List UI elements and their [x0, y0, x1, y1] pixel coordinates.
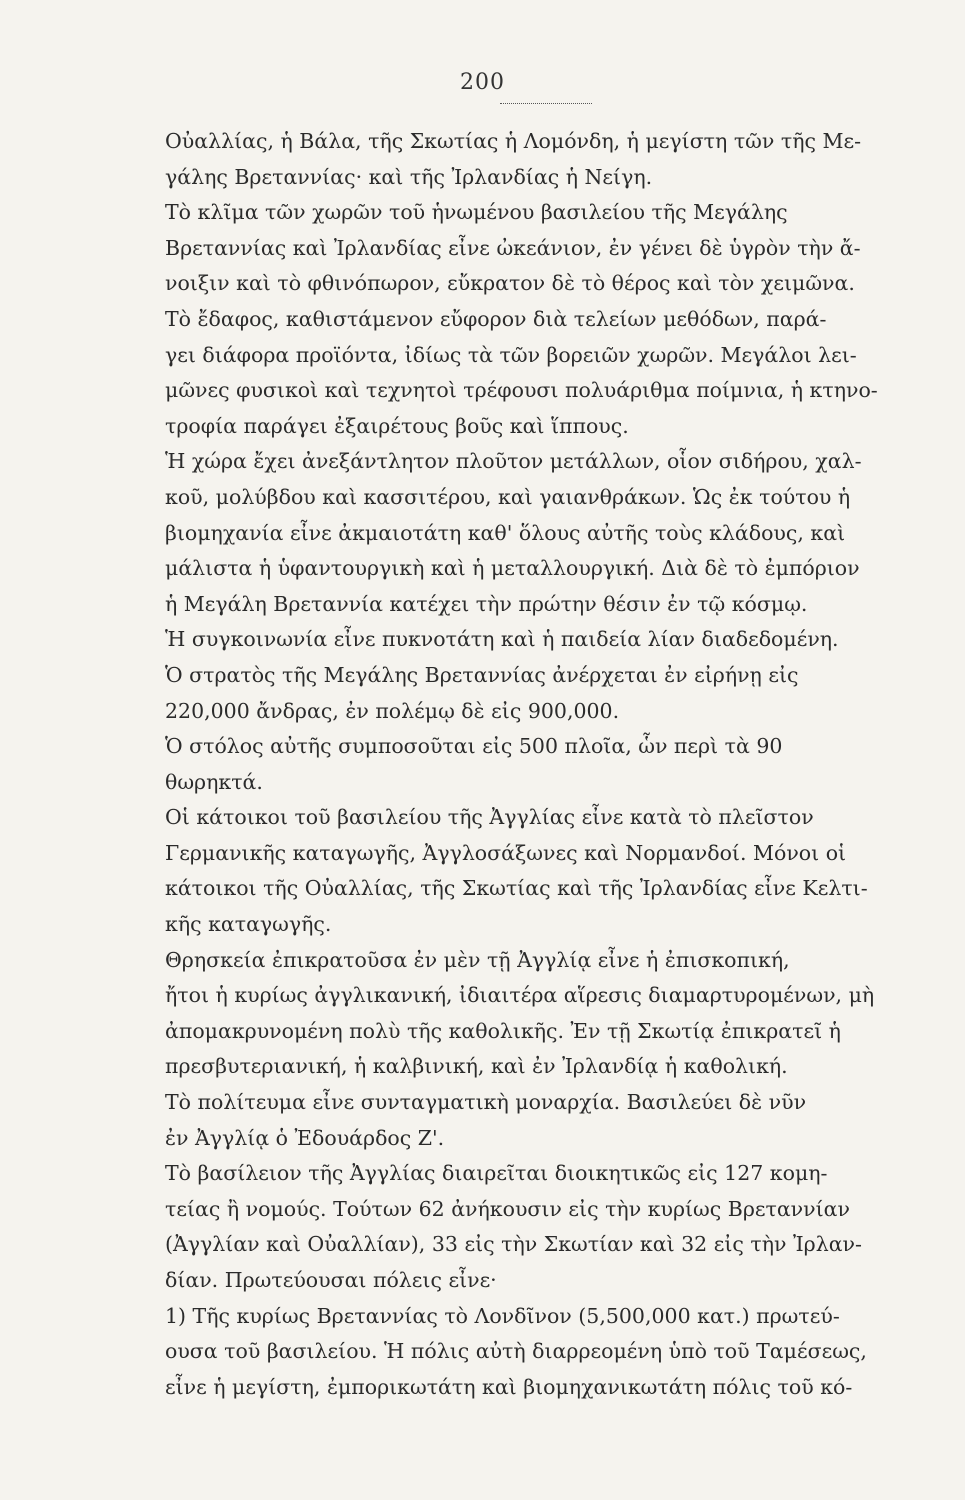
text-line: Ὁ στρατὸς τῆς Μεγάλης Βρεταννίας ἀνέρχεται ἐν εἰρήνῃ εἰς [165, 662, 799, 687]
text-line: μῶνες φυσικοὶ καὶ τεχνητοὶ τρέφουσι πολυάριθμα ποίμνια, ἡ κτηνο- [165, 378, 878, 403]
text-line: κάτοικοι τῆς Οὐαλλίας, τῆς Σκωτίας καὶ τῆς Ἰρλανδίας εἶνε Κελτι- [165, 876, 868, 901]
text-line: μάλιστα ἡ ὑφαντουργικὴ καὶ ἡ μεταλλουργική. Διὰ δὲ τὸ ἐμπόριον [165, 556, 860, 581]
text-line: Γερμανικῆς καταγωγῆς, Ἀγγλοσάξωνες καὶ Νορμανδοί. Μόνοι οἱ [165, 840, 847, 865]
text-line: (Ἀγγλίαν καὶ Οὐαλλίαν), 33 εἰς τὴν Σκωτίαν καὶ 32 εἰς τὴν Ἰρλαν- [165, 1232, 862, 1257]
text-line: Τὸ ἔδαφος, καθιστάμενον εὔφορον διὰ τελείων μεθόδων, παρά- [165, 306, 827, 331]
text-line: 220,000 ἄνδρας, ἐν πολέμῳ δὲ εἰς 900,000. [165, 698, 620, 723]
text-line: τροφία παράγει ἐξαιρέτους βοῦς καὶ ἵππους. [165, 413, 629, 438]
text-line: πρεσβυτεριανική, ἡ καλβινική, καὶ ἐν Ἰρλανδίᾳ ἡ καθολική. [165, 1054, 788, 1079]
text-line: ἀπομακρυνομένη πολὺ τῆς καθολικῆς. Ἐν τῇ Σκωτίᾳ ἐπικρατεῖ ἡ [165, 1018, 841, 1043]
text-line: ἡ Μεγάλη Βρεταννία κατέχει τὴν πρώτην θέσιν ἐν τῷ κόσμῳ. [165, 591, 808, 616]
text-line: ἐν Ἀγγλίᾳ ὁ Ἐδουάρδος Ζ'. [165, 1125, 445, 1150]
text-line: γει διάφορα προϊόντα, ἰδίως τὰ τῶν βορειῶν χωρῶν. Μεγάλοι λει- [165, 342, 857, 367]
text-line: νοιξιν καὶ τὸ φθινόπωρον, εὔκρατον δὲ τὸ θέρος καὶ τὸν χειμῶνα. [165, 271, 855, 296]
text-line: Τὸ κλῖμα τῶν χωρῶν τοῦ ἡνωμένου βασιλείου τῆς Μεγάλης [165, 200, 788, 225]
page-number: 200 [460, 70, 505, 95]
text-line: δίαν. Πρωτεύουσαι πόλεις εἶνε· [165, 1268, 497, 1292]
text-line: Τὸ βασίλειον τῆς Ἀγγλίας διαιρεῖται διοικητικῶς εἰς 127 κομη- [165, 1161, 828, 1186]
text-line: Βρεταννίας καὶ Ἰρλανδίας εἶνε ὠκεάνιον, ἐν γένει δὲ ὑγρὸν τὴν ἄ- [165, 235, 861, 260]
text-line: Οἱ κάτοικοι τοῦ βασιλείου τῆς Ἀγγλίας εἶνε κατὰ τὸ πλεῖστον [165, 805, 814, 830]
text-line: 1) Τῆς κυρίως Βρεταννίας τὸ Λονδῖνον (5,500,000 κατ.) πρωτεύ- [165, 1303, 840, 1328]
text-line: Θρησκεία ἐπικρατοῦσα ἐν μὲν τῇ Ἀγγλίᾳ εἶνε ἡ ἐπισκοπική, [165, 947, 790, 972]
text-line: κῆς καταγωγῆς. [165, 912, 332, 937]
text-line: ἤτοι ἡ κυρίως ἀγγλικανική, ἰδιαιτέρα αἵρεσις διαμαρτυρομένων, μὴ [165, 983, 875, 1008]
text-line: τείας ἢ νομούς. Τούτων 62 ἀνήκουσιν εἰς τὴν κυρίως Βρεταννίαν [165, 1196, 850, 1221]
text-line: Τὸ πολίτευμα εἶνε συνταγματικὴ μοναρχία. Βασιλεύει δὲ νῦν [165, 1090, 807, 1115]
text-line: ουσα τοῦ βασιλείου. Ἡ πόλις αὐτὴ διαρρεομένη ὑπὸ τοῦ Ταμέσεως, [165, 1339, 867, 1364]
body-text [165, 124, 933, 1405]
text-line: Ἡ χώρα ἔχει ἀνεξάντλητον πλοῦτον μετάλλων, οἷον σιδήρου, χαλ- [165, 449, 862, 474]
text-line: Ὁ στόλος αὐτῆς συμποσοῦται εἰς 500 πλοῖα, ὧν περὶ τὰ 90 [165, 734, 783, 759]
text-line: βιομηχανία εἶνε ἀκμαιοτάτη καθ' ὅλους αὐτῆς τοὺς κλάδους, καὶ [165, 520, 846, 545]
page-number-rule [500, 103, 592, 104]
text-line: Ἡ συγκοινωνία εἶνε πυκνοτάτη καὶ ἡ παιδεία λίαν διαδεδομένη. [165, 627, 839, 652]
text-line: θωρηκτά. [165, 769, 263, 794]
text-line: γάλης Βρεταννίας· καὶ τῆς Ἰρλανδίας ἡ Νείγη. [165, 164, 653, 189]
text-line: κοῦ, μολύβδου καὶ κασσιτέρου, καὶ γαιανθράκων. Ὡς ἐκ τούτου ἡ [165, 484, 851, 509]
text-line: εἶνε ἡ μεγίστη, ἐμπορικωτάτη καὶ βιομηχανικωτάτη πόλις τοῦ κό- [165, 1374, 853, 1399]
text-line: Οὐαλλίας, ἡ Βάλα, τῆς Σκωτίας ἡ Λομόνδη, ἡ μεγίστη τῶν τῆς Με- [165, 129, 862, 153]
